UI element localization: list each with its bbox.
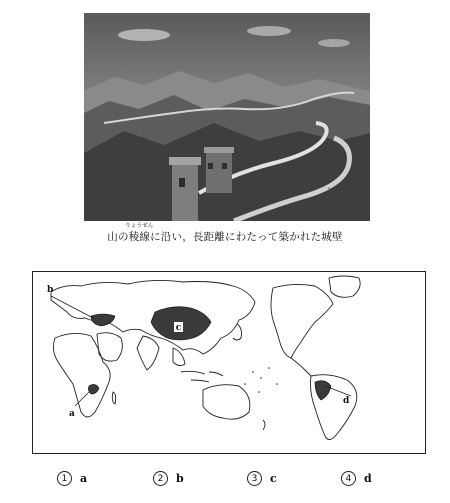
- caption-ruby-base: 稜線: [128, 231, 151, 243]
- choice-3-label: c: [270, 472, 277, 485]
- map-label-a: a: [69, 409, 75, 419]
- caption-ruby: [125, 223, 154, 244]
- choice-2-label: b: [176, 472, 184, 485]
- choice-2[interactable]: [153, 471, 184, 486]
- africa-outline: [53, 333, 110, 417]
- region-d-peru: [315, 381, 331, 400]
- photo-caption: [0, 223, 450, 244]
- world-map-illustration: [33, 272, 425, 453]
- great-wall-photo: [84, 13, 370, 221]
- answer-choices: [0, 471, 450, 487]
- choice-1[interactable]: [57, 471, 87, 486]
- leader-line-b: [51, 296, 95, 319]
- southeast-asia-outline: [173, 348, 185, 366]
- choice-4-number: 4: [341, 471, 356, 486]
- pacific-islands: [244, 367, 278, 393]
- caption-text-before: 山の: [107, 231, 129, 243]
- madagascar-outline: [112, 392, 115, 404]
- greenland-outline: [329, 276, 360, 297]
- world-map: [32, 271, 426, 454]
- central-america-outline: [291, 358, 311, 376]
- choice-1-number: 1: [57, 471, 72, 486]
- map-label-d: d: [343, 396, 350, 406]
- indonesia-outline: [181, 371, 223, 382]
- india-outline: [137, 336, 159, 370]
- great-wall-illustration: [84, 13, 370, 221]
- australia-outline: [203, 385, 250, 419]
- new-zealand-outline: [263, 420, 265, 430]
- choice-2-number: 2: [153, 471, 168, 486]
- map-label-b: b: [47, 285, 54, 295]
- japan-outline: [233, 324, 242, 340]
- choice-3[interactable]: [247, 471, 277, 486]
- north-america-outline: [271, 284, 333, 358]
- choice-4[interactable]: [341, 471, 372, 486]
- choice-1-label: a: [80, 472, 88, 485]
- caption-text-after: に沿い，長距離にわたって築かれた城壁: [150, 231, 343, 243]
- choice-3-number: 3: [247, 471, 262, 486]
- map-label-c: c: [175, 323, 182, 333]
- choice-4-label: d: [364, 472, 372, 485]
- region-a-zimbabwe: [88, 384, 99, 394]
- arabia-outline: [97, 333, 122, 361]
- caption-furigana: りょうせん: [125, 223, 154, 229]
